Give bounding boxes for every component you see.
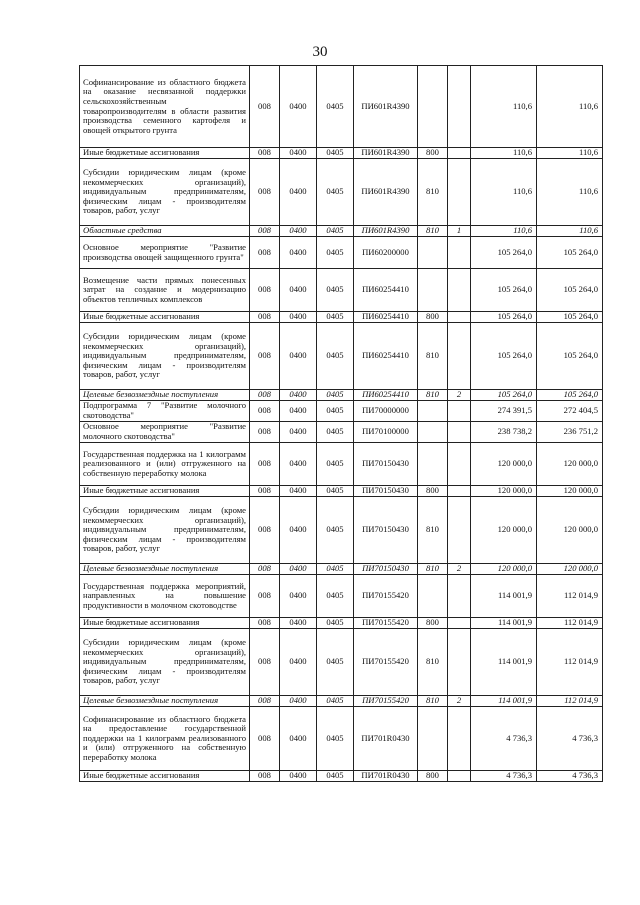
section-code: 0400 xyxy=(280,401,317,422)
amount-year-1: 114 001,9 xyxy=(471,629,537,696)
subsection-code: 0405 xyxy=(317,575,354,618)
target-article: ПИ60254410 xyxy=(354,269,418,312)
row-name: Софинансирование из областного бюджета на предоставление государственной поддержки на 1 килограмм реализованного и (или) отгруженного на собственную переработку молока xyxy=(80,707,250,771)
amount-year-2: 112 014,9 xyxy=(537,696,603,707)
expense-type xyxy=(418,575,448,618)
subsection-code: 0405 xyxy=(317,312,354,323)
table-row xyxy=(80,696,603,707)
target-article: ПИ60254410 xyxy=(354,312,418,323)
section-code: 0400 xyxy=(280,66,317,148)
admin-code: 008 xyxy=(250,771,280,782)
amount-year-1: 105 264,0 xyxy=(471,269,537,312)
kosgu-code: 2 xyxy=(448,390,471,401)
amount-year-2: 236 751,2 xyxy=(537,422,603,443)
admin-code: 008 xyxy=(250,707,280,771)
section-code: 0400 xyxy=(280,312,317,323)
subsection-code: 0405 xyxy=(317,564,354,575)
admin-code: 008 xyxy=(250,312,280,323)
kosgu-code xyxy=(448,159,471,226)
table-row xyxy=(80,323,603,390)
row-name: Целевые безвозмездные поступления xyxy=(80,696,250,707)
expense-type: 810 xyxy=(418,497,448,564)
amount-year-1: 114 001,9 xyxy=(471,618,537,629)
target-article: ПИ70150430 xyxy=(354,497,418,564)
amount-year-2: 4 736,3 xyxy=(537,707,603,771)
subsection-code: 0405 xyxy=(317,390,354,401)
row-name: Основное мероприятие "Развитие молочного скотоводства" xyxy=(80,422,250,443)
expense-type: 810 xyxy=(418,390,448,401)
table-row xyxy=(80,575,603,618)
amount-year-2: 110,6 xyxy=(537,159,603,226)
row-name: Иные бюджетные ассигнования xyxy=(80,618,250,629)
amount-year-1: 120 000,0 xyxy=(471,564,537,575)
section-code: 0400 xyxy=(280,237,317,269)
admin-code: 008 xyxy=(250,237,280,269)
section-code: 0400 xyxy=(280,564,317,575)
row-name: Субсидии юридическим лицам (кроме некоммерческих организаций), индивидуальным предпринимателям, физическим лицам - производителям товаров, работ, услуг xyxy=(80,629,250,696)
section-code: 0400 xyxy=(280,486,317,497)
target-article: ПИ601R4390 xyxy=(354,66,418,148)
expense-type: 800 xyxy=(418,486,448,497)
amount-year-2: 110,6 xyxy=(537,148,603,159)
row-name: Иные бюджетные ассигнования xyxy=(80,312,250,323)
expense-type: 810 xyxy=(418,696,448,707)
kosgu-code xyxy=(448,422,471,443)
amount-year-1: 110,6 xyxy=(471,159,537,226)
section-code: 0400 xyxy=(280,629,317,696)
table-row xyxy=(80,564,603,575)
admin-code: 008 xyxy=(250,443,280,486)
target-article: ПИ70150430 xyxy=(354,564,418,575)
kosgu-code xyxy=(448,486,471,497)
amount-year-1: 105 264,0 xyxy=(471,390,537,401)
expense-type xyxy=(418,237,448,269)
target-article: ПИ601R4390 xyxy=(354,226,418,237)
kosgu-code xyxy=(448,707,471,771)
expense-type: 800 xyxy=(418,771,448,782)
kosgu-code xyxy=(448,269,471,312)
amount-year-1: 110,6 xyxy=(471,66,537,148)
table-row xyxy=(80,443,603,486)
expense-type: 810 xyxy=(418,564,448,575)
admin-code: 008 xyxy=(250,422,280,443)
subsection-code: 0405 xyxy=(317,486,354,497)
section-code: 0400 xyxy=(280,707,317,771)
row-name: Субсидии юридическим лицам (кроме некоммерческих организаций), индивидуальным предпринимателям, физическим лицам - производителям товаров, работ, услуг xyxy=(80,497,250,564)
row-name: Иные бюджетные ассигнования xyxy=(80,486,250,497)
kosgu-code xyxy=(448,323,471,390)
section-code: 0400 xyxy=(280,575,317,618)
kosgu-code xyxy=(448,148,471,159)
page-number: 30 xyxy=(312,44,328,60)
subsection-code: 0405 xyxy=(317,148,354,159)
section-code: 0400 xyxy=(280,618,317,629)
amount-year-2: 120 000,0 xyxy=(537,497,603,564)
table-row xyxy=(80,771,603,782)
subsection-code: 0405 xyxy=(317,159,354,226)
subsection-code: 0405 xyxy=(317,422,354,443)
kosgu-code xyxy=(448,771,471,782)
expense-type: 810 xyxy=(418,323,448,390)
amount-year-1: 120 000,0 xyxy=(471,443,537,486)
subsection-code: 0405 xyxy=(317,323,354,390)
amount-year-1: 274 391,5 xyxy=(471,401,537,422)
admin-code: 008 xyxy=(250,497,280,564)
section-code: 0400 xyxy=(280,422,317,443)
admin-code: 008 xyxy=(250,618,280,629)
amount-year-1: 105 264,0 xyxy=(471,237,537,269)
amount-year-2: 112 014,9 xyxy=(537,629,603,696)
target-article: ПИ70100000 xyxy=(354,422,418,443)
amount-year-2: 105 264,0 xyxy=(537,237,603,269)
admin-code: 008 xyxy=(250,629,280,696)
target-article: ПИ70155420 xyxy=(354,618,418,629)
kosgu-code xyxy=(448,237,471,269)
table-row xyxy=(80,226,603,237)
row-name: Целевые безвозмездные поступления xyxy=(80,390,250,401)
admin-code: 008 xyxy=(250,564,280,575)
amount-year-1: 120 000,0 xyxy=(471,486,537,497)
kosgu-code: 2 xyxy=(448,564,471,575)
kosgu-code xyxy=(448,629,471,696)
amount-year-1: 238 738,2 xyxy=(471,422,537,443)
subsection-code: 0405 xyxy=(317,401,354,422)
table-row xyxy=(80,312,603,323)
admin-code: 008 xyxy=(250,66,280,148)
subsection-code: 0405 xyxy=(317,696,354,707)
table-row xyxy=(80,159,603,226)
expense-type: 810 xyxy=(418,629,448,696)
row-name: Возмещение части прямых понесенных затрат на создание и модернизацию объектов тепличных комплексов xyxy=(80,269,250,312)
target-article: ПИ70155420 xyxy=(354,629,418,696)
table-row xyxy=(80,422,603,443)
section-code: 0400 xyxy=(280,159,317,226)
row-name: Областные средства xyxy=(80,226,250,237)
target-article: ПИ701R0430 xyxy=(354,771,418,782)
admin-code: 008 xyxy=(250,226,280,237)
amount-year-2: 272 404,5 xyxy=(537,401,603,422)
kosgu-code: 1 xyxy=(448,226,471,237)
section-code: 0400 xyxy=(280,497,317,564)
row-name: Субсидии юридическим лицам (кроме некоммерческих организаций), индивидуальным предпринимателям, физическим лицам - производителям товаров, работ, услуг xyxy=(80,159,250,226)
section-code: 0400 xyxy=(280,696,317,707)
row-name: Государственная поддержка на 1 килограмм реализованного и (или) отгруженного на собственную переработку молока xyxy=(80,443,250,486)
admin-code: 008 xyxy=(250,159,280,226)
amount-year-2: 105 264,0 xyxy=(537,323,603,390)
amount-year-2: 120 000,0 xyxy=(537,564,603,575)
section-code: 0400 xyxy=(280,771,317,782)
expense-type xyxy=(418,401,448,422)
amount-year-2: 105 264,0 xyxy=(537,390,603,401)
table-row xyxy=(80,401,603,422)
admin-code: 008 xyxy=(250,148,280,159)
row-name: Иные бюджетные ассигнования xyxy=(80,771,250,782)
kosgu-code xyxy=(448,66,471,148)
target-article: ПИ70155420 xyxy=(354,696,418,707)
admin-code: 008 xyxy=(250,696,280,707)
amount-year-1: 114 001,9 xyxy=(471,696,537,707)
amount-year-1: 110,6 xyxy=(471,226,537,237)
amount-year-2: 112 014,9 xyxy=(537,575,603,618)
expense-type xyxy=(418,707,448,771)
table-row xyxy=(80,618,603,629)
table-row xyxy=(80,629,603,696)
kosgu-code xyxy=(448,443,471,486)
admin-code: 008 xyxy=(250,575,280,618)
subsection-code: 0405 xyxy=(317,66,354,148)
target-article: ПИ60254410 xyxy=(354,390,418,401)
kosgu-code xyxy=(448,497,471,564)
subsection-code: 0405 xyxy=(317,443,354,486)
admin-code: 008 xyxy=(250,269,280,312)
row-name: Целевые безвозмездные поступления xyxy=(80,564,250,575)
expense-type: 810 xyxy=(418,159,448,226)
section-code: 0400 xyxy=(280,390,317,401)
expense-type xyxy=(418,66,448,148)
target-article: ПИ70150430 xyxy=(354,486,418,497)
amount-year-2: 120 000,0 xyxy=(537,443,603,486)
target-article: ПИ60254410 xyxy=(354,323,418,390)
target-article: ПИ601R4390 xyxy=(354,159,418,226)
amount-year-2: 110,6 xyxy=(537,226,603,237)
section-code: 0400 xyxy=(280,148,317,159)
table-row xyxy=(80,486,603,497)
target-article: ПИ701R0430 xyxy=(354,707,418,771)
target-article: ПИ601R4390 xyxy=(354,148,418,159)
section-code: 0400 xyxy=(280,226,317,237)
amount-year-1: 110,6 xyxy=(471,148,537,159)
kosgu-code: 2 xyxy=(448,696,471,707)
table-row xyxy=(80,66,603,148)
kosgu-code xyxy=(448,575,471,618)
expense-type: 800 xyxy=(418,618,448,629)
subsection-code: 0405 xyxy=(317,226,354,237)
table-row xyxy=(80,390,603,401)
amount-year-1: 114 001,9 xyxy=(471,575,537,618)
target-article: ПИ70155420 xyxy=(354,575,418,618)
target-article: ПИ60200000 xyxy=(354,237,418,269)
row-name: Иные бюджетные ассигнования xyxy=(80,148,250,159)
amount-year-2: 120 000,0 xyxy=(537,486,603,497)
subsection-code: 0405 xyxy=(317,629,354,696)
table-row xyxy=(80,237,603,269)
amount-year-2: 112 014,9 xyxy=(537,618,603,629)
amount-year-2: 110,6 xyxy=(537,66,603,148)
amount-year-1: 4 736,3 xyxy=(471,771,537,782)
expense-type xyxy=(418,269,448,312)
table-row xyxy=(80,269,603,312)
subsection-code: 0405 xyxy=(317,497,354,564)
table-row xyxy=(80,497,603,564)
table-row xyxy=(80,148,603,159)
admin-code: 008 xyxy=(250,401,280,422)
subsection-code: 0405 xyxy=(317,771,354,782)
subsection-code: 0405 xyxy=(317,269,354,312)
row-name: Софинансирование из областного бюджета на оказание несвязанной поддержки сельскохозяйственным товаропроизводителям в области развития производства семенного картофеля и овощей открытого грунта xyxy=(80,66,250,148)
amount-year-2: 105 264,0 xyxy=(537,269,603,312)
expense-type: 800 xyxy=(418,148,448,159)
amount-year-1: 105 264,0 xyxy=(471,323,537,390)
row-name: Субсидии юридическим лицам (кроме некоммерческих организаций), индивидуальным предпринимателям, физическим лицам - производителям товаров, работ, услуг xyxy=(80,323,250,390)
kosgu-code xyxy=(448,618,471,629)
subsection-code: 0405 xyxy=(317,707,354,771)
expense-type: 810 xyxy=(418,226,448,237)
subsection-code: 0405 xyxy=(317,618,354,629)
amount-year-2: 4 736,3 xyxy=(537,771,603,782)
amount-year-1: 105 264,0 xyxy=(471,312,537,323)
amount-year-2: 105 264,0 xyxy=(537,312,603,323)
expense-type: 800 xyxy=(418,312,448,323)
expense-type xyxy=(418,422,448,443)
budget-table xyxy=(79,65,603,782)
amount-year-1: 4 736,3 xyxy=(471,707,537,771)
section-code: 0400 xyxy=(280,269,317,312)
row-name: Подпрограмма 7 "Развитие молочного скотоводства" xyxy=(80,401,250,422)
section-code: 0400 xyxy=(280,323,317,390)
admin-code: 008 xyxy=(250,486,280,497)
amount-year-1: 120 000,0 xyxy=(471,497,537,564)
row-name: Государственная поддержка мероприятий, направленных на повышение продуктивности в молочном скотоводстве xyxy=(80,575,250,618)
section-code: 0400 xyxy=(280,443,317,486)
admin-code: 008 xyxy=(250,323,280,390)
table-row xyxy=(80,707,603,771)
kosgu-code xyxy=(448,401,471,422)
target-article: ПИ70000000 xyxy=(354,401,418,422)
subsection-code: 0405 xyxy=(317,237,354,269)
expense-type xyxy=(418,443,448,486)
target-article: ПИ70150430 xyxy=(354,443,418,486)
kosgu-code xyxy=(448,312,471,323)
row-name: Основное мероприятие "Развитие производства овощей защищенного грунта" xyxy=(80,237,250,269)
admin-code: 008 xyxy=(250,390,280,401)
